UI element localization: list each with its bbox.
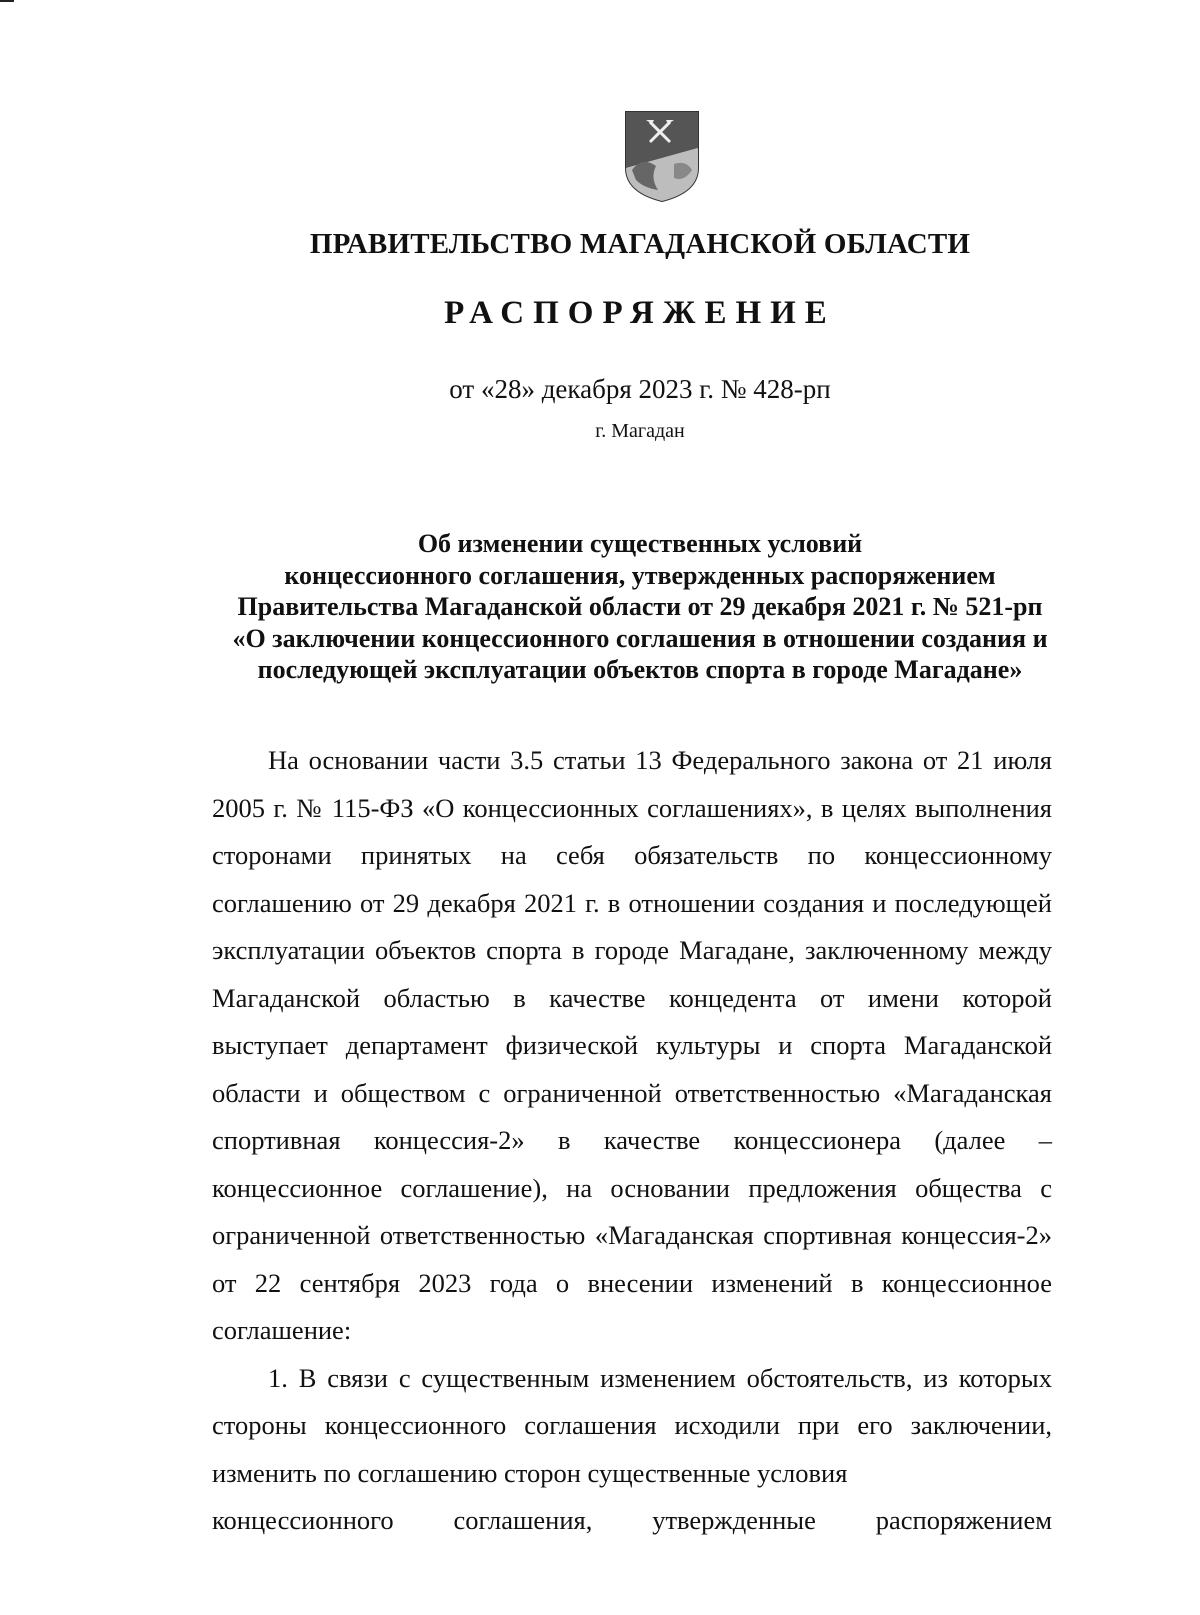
subject-line: последующей эксплуатации объектов спорта в городе Магадане»	[257, 655, 1023, 684]
government-title: ПРАВИТЕЛЬСТВО МАГАДАНСКОЙ ОБЛАСТИ	[309, 228, 971, 260]
preamble-paragraph: На основании части 3.5 статьи 13 Федерального закона от 21 июля 2005 г. № 115-ФЗ «О концессионных соглашениях», в целях выполнения сторонами принятых на себя обязательств по концессионному соглашению от 29 декабря 2021 г. в отношении создания и последующей эксплуатации объектов спорта в городе Магадане, заключенному между Магаданской областью в качестве концедента от имени которой выступает департамент физической культуры и спорта Магаданской области и обществом с ограниченной ответственностью «Магаданская спортивная концессия-2» в качестве концессионера (далее – концессионное соглашение), на основании предложения общества с ограниченной ответственностью «Магаданская спортивная концессия-2» от 22 сентября 2023 года о внесении изменений в концессионное соглашение:	[212, 745, 1052, 1345]
item-1-continuation: концессионного соглашения, утвержденные распоряжением	[212, 1505, 1052, 1535]
subject-line: Правительства Магаданской области от 29 декабря 2021 г. № 521-рп	[237, 592, 1043, 621]
document-date-number: от «28» декабря 2023 г. № 428-рп	[449, 374, 831, 404]
subject-line: Об изменении существенных условий	[417, 529, 863, 558]
document-body	[212, 737, 1052, 1545]
document-type: РАСПОРЯЖЕНИЕ	[444, 295, 836, 331]
scan-corner-mark	[0, 0, 14, 2]
magadan-region-coat-of-arms-icon	[622, 108, 702, 204]
document-subject	[0, 528, 1200, 686]
subject-line: «О заключении концессионного соглашения в отношении создания и	[232, 623, 1048, 653]
subject-line: концессионного соглашения, утвержденных распоряжением	[284, 560, 996, 590]
document-place: г. Магадан	[595, 420, 685, 442]
item-1-paragraph: 1. В связи с существенным изменением обстоятельств, из которых стороны концессионного соглашения исходили при его заключении, изменить по соглашению сторон существенные условия	[212, 1362, 1052, 1488]
